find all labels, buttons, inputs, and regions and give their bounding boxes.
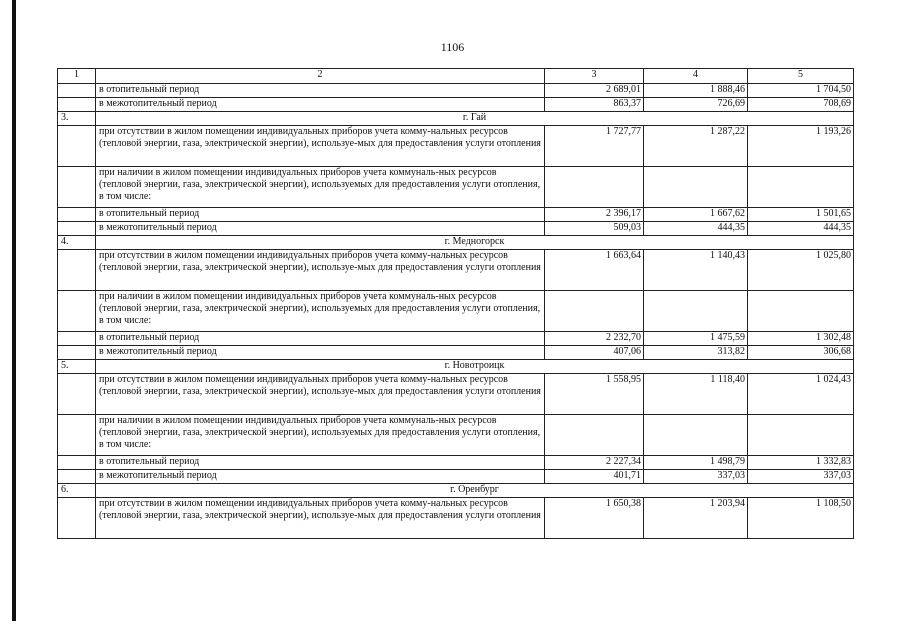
value-cell: 2 227,34	[545, 456, 644, 470]
city-row	[58, 112, 854, 126]
value-cell: 444,35	[748, 222, 854, 236]
row-description: в межотопительный период	[96, 470, 545, 484]
value-cell	[644, 167, 748, 208]
row-number	[58, 346, 96, 360]
table-row	[58, 167, 854, 208]
row-number	[58, 98, 96, 112]
value-cell: 1 193,26	[748, 126, 854, 167]
row-number	[58, 456, 96, 470]
value-cell: 1 287,22	[644, 126, 748, 167]
row-number: 3.	[58, 112, 96, 126]
value-cell: 1 501,65	[748, 208, 854, 222]
table-header-row	[58, 69, 854, 84]
table-row	[58, 250, 854, 291]
row-description: в отопительный период	[96, 208, 545, 222]
city-name: г. Гай	[96, 112, 854, 126]
city-name: г. Медногорск	[96, 236, 854, 250]
row-description: в межотопительный период	[96, 222, 545, 236]
value-cell: 1 498,79	[644, 456, 748, 470]
value-cell	[545, 415, 644, 456]
table-row	[58, 84, 854, 98]
value-cell: 1 118,40	[644, 374, 748, 415]
table-row	[58, 98, 854, 112]
row-number	[58, 84, 96, 98]
value-cell	[748, 167, 854, 208]
table-row	[58, 498, 854, 539]
row-description: в отопительный период	[96, 332, 545, 346]
table-row	[58, 222, 854, 236]
row-description: при отсутствии в жилом помещении индивидуальных приборов учета комму-нальных ресурсов (тепловой энергии, газа, электрической энергии), используе-мых для предоставления услуги отопления	[96, 374, 545, 415]
row-description: в отопительный период	[96, 84, 545, 98]
value-cell	[644, 415, 748, 456]
value-cell	[748, 291, 854, 332]
value-cell: 1 108,50	[748, 498, 854, 539]
value-cell: 1 024,43	[748, 374, 854, 415]
value-cell: 306,68	[748, 346, 854, 360]
tariff-table	[57, 68, 854, 539]
row-number	[58, 291, 96, 332]
row-number	[58, 126, 96, 167]
value-cell: 1 727,77	[545, 126, 644, 167]
value-cell: 1 025,80	[748, 250, 854, 291]
row-description: в отопительный период	[96, 456, 545, 470]
value-cell: 2 232,70	[545, 332, 644, 346]
table-row	[58, 374, 854, 415]
row-number: 6.	[58, 484, 96, 498]
scan-margin-bar	[12, 0, 16, 621]
value-cell	[545, 291, 644, 332]
row-description: в межотопительный период	[96, 346, 545, 360]
value-cell: 401,71	[545, 470, 644, 484]
header-cell: 2	[96, 69, 545, 84]
table-row	[58, 456, 854, 470]
row-number	[58, 374, 96, 415]
table-row	[58, 332, 854, 346]
value-cell: 708,69	[748, 98, 854, 112]
value-cell: 444,35	[644, 222, 748, 236]
value-cell: 726,69	[644, 98, 748, 112]
value-cell: 1 704,50	[748, 84, 854, 98]
value-cell: 337,03	[748, 470, 854, 484]
value-cell: 2 396,17	[545, 208, 644, 222]
row-description: при наличии в жилом помещении индивидуальных приборов учета коммуналь-ных ресурсов (тепловой энергии, газа, электрической энергии), используемых для предоставления услуги отопления, в том числе:	[96, 167, 545, 208]
value-cell: 1 475,59	[644, 332, 748, 346]
value-cell	[748, 415, 854, 456]
value-cell: 2 689,01	[545, 84, 644, 98]
row-number	[58, 332, 96, 346]
value-cell: 1 203,94	[644, 498, 748, 539]
header-cell: 5	[748, 69, 854, 84]
row-number: 4.	[58, 236, 96, 250]
value-cell: 407,06	[545, 346, 644, 360]
value-cell: 1 888,46	[644, 84, 748, 98]
value-cell: 1 650,38	[545, 498, 644, 539]
value-cell: 509,03	[545, 222, 644, 236]
city-row	[58, 360, 854, 374]
city-row	[58, 236, 854, 250]
value-cell	[644, 291, 748, 332]
row-description: в межотопительный период	[96, 98, 545, 112]
value-cell: 1 140,43	[644, 250, 748, 291]
table-row	[58, 126, 854, 167]
row-number	[58, 498, 96, 539]
row-number	[58, 415, 96, 456]
value-cell: 1 332,83	[748, 456, 854, 470]
table-row	[58, 415, 854, 456]
value-cell: 337,03	[644, 470, 748, 484]
value-cell: 1 667,62	[644, 208, 748, 222]
city-name: г. Оренбург	[96, 484, 854, 498]
row-number	[58, 208, 96, 222]
value-cell: 1 663,64	[545, 250, 644, 291]
city-name: г. Новотроицк	[96, 360, 854, 374]
table-row	[58, 291, 854, 332]
row-number	[58, 250, 96, 291]
row-description: при отсутствии в жилом помещении индивидуальных приборов учета комму-нальных ресурсов (тепловой энергии, газа, электрической энергии), используе-мых для предоставления услуги отопления	[96, 498, 545, 539]
header-cell: 1	[58, 69, 96, 84]
value-cell: 863,37	[545, 98, 644, 112]
value-cell: 1 558,95	[545, 374, 644, 415]
row-number	[58, 222, 96, 236]
table-row	[58, 208, 854, 222]
value-cell: 1 302,48	[748, 332, 854, 346]
table-row	[58, 346, 854, 360]
value-cell	[545, 167, 644, 208]
header-cell: 3	[545, 69, 644, 84]
row-number	[58, 167, 96, 208]
row-description: при наличии в жилом помещении индивидуальных приборов учета коммуналь-ных ресурсов (тепловой энергии, газа, электрической энергии), используемых для предоставления услуги отопления, в том числе:	[96, 415, 545, 456]
city-row	[58, 484, 854, 498]
header-cell: 4	[644, 69, 748, 84]
row-description: при наличии в жилом помещении индивидуальных приборов учета коммуналь-ных ресурсов (тепловой энергии, газа, электрической энергии), используемых для предоставления услуги отопления, в том числе:	[96, 291, 545, 332]
value-cell: 313,82	[644, 346, 748, 360]
page-number: 1106	[440, 40, 465, 54]
table-row	[58, 470, 854, 484]
row-number	[58, 470, 96, 484]
row-number: 5.	[58, 360, 96, 374]
row-description: при отсутствии в жилом помещении индивидуальных приборов учета комму-нальных ресурсов (тепловой энергии, газа, электрической энергии), используе-мых для предоставления услуги отопления	[96, 126, 545, 167]
row-description: при отсутствии в жилом помещении индивидуальных приборов учета комму-нальных ресурсов (тепловой энергии, газа, электрической энергии), используе-мых для предоставления услуги отопления	[96, 250, 545, 291]
